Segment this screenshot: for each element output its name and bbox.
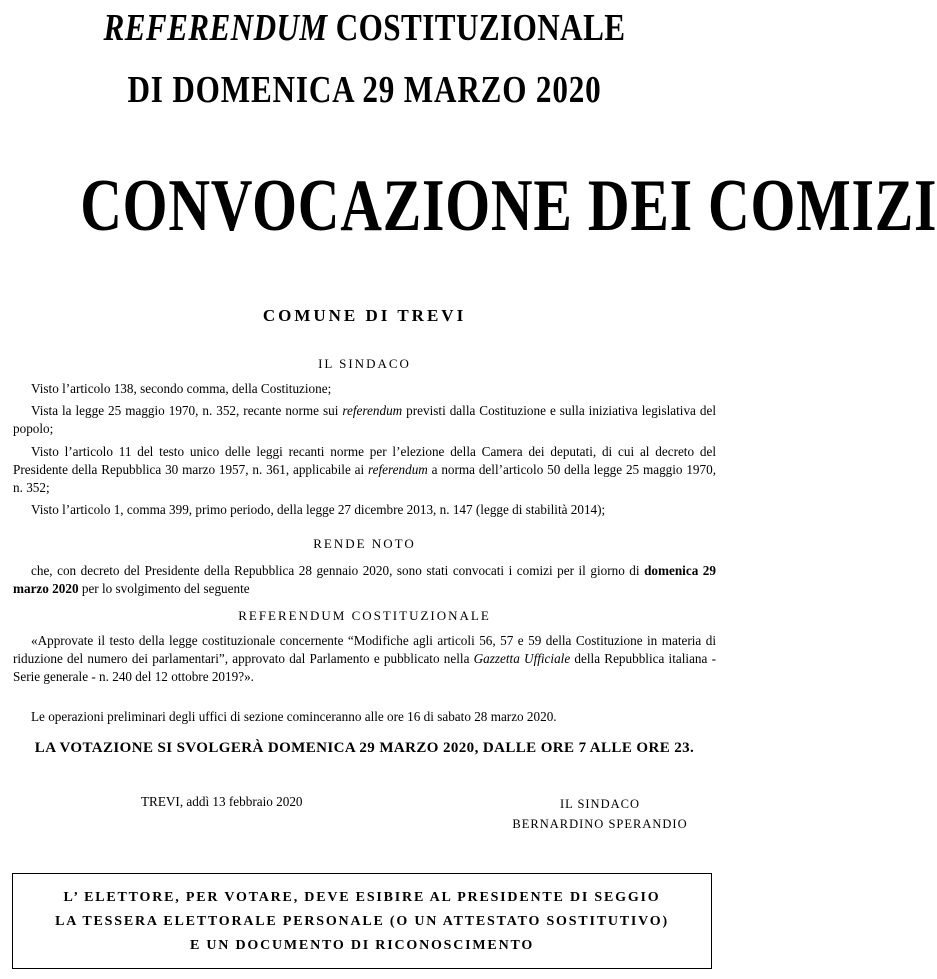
rende-text-b: per lo svolgimento del seguente <box>78 581 250 597</box>
visto-paragraph-3 <box>13 443 716 498</box>
visti-section <box>13 380 716 523</box>
rende-text-a: che, con decreto del Presidente della Repubblica 28 gennaio 2020, sono stati convocati i comizi per il giorno di <box>31 563 645 578</box>
quesito-text-b: della Repubblica italiana - Serie generale - n. 240 del 12 ottobre 2019?». <box>13 651 716 685</box>
place-date: TREVI, addì 13 febbraio 2020 <box>141 794 303 809</box>
notice-line-2: LA TESSERA ELETTORALE PERSONALE (O UN ATTESTATO SOSTITUTIVO) <box>55 914 669 929</box>
visto-2-italic: referendum <box>342 403 403 419</box>
visto-paragraph-2 <box>13 402 716 438</box>
signature-role: IL SINDACO <box>559 797 641 811</box>
operazioni-text <box>13 708 716 726</box>
header-line-2: DI DOMENICA 29 MARZO 2020 <box>127 69 602 111</box>
notice-line-1: L’ ELETTORE, PER VOTARE, DEVE ESIBIRE AL PRESIDENTE DI SEGGIO <box>63 890 661 905</box>
rende-noto-paragraph <box>13 562 716 598</box>
operazioni-paragraph <box>13 708 716 726</box>
visto-1-text: Visto l’articolo 138, secondo comma, della Costituzione; <box>31 381 332 396</box>
voter-notice-box <box>12 873 712 969</box>
quesito-text <box>13 632 716 687</box>
notice-line-3: E UN DOCUMENTO DI RICONOSCIMENTO <box>189 938 535 953</box>
visto-2-text-b: previsti dalla Costituzione e sulla iniziativa legislativa del popolo; <box>13 403 716 437</box>
visto-paragraph-4 <box>13 501 716 519</box>
visto-4-text: Visto l’articolo 1, comma 399, primo periodo, della legge 27 dicembre 2013, n. 147 (legge di stabilità 2014); <box>31 502 606 518</box>
comune-heading: COMUNE DI TREVI <box>262 306 467 325</box>
rende-noto-text <box>13 562 716 598</box>
visto-2-text-a: Vista la legge 25 maggio 1970, n. 352, recante norme sui <box>31 403 343 419</box>
header-line-1 <box>66 6 664 50</box>
quesito-text-a: «Approvate il testo della legge costituzionale concernente “Modifiche agli articoli 56, 57 e 59 della Costituzione in materia di riduzione del numero dei parlamentari”, approvato dal Parlamento e pubblicato nella <box>13 633 716 667</box>
visto-3-text-a: Visto l’articolo 11 del testo unico delle leggi recanti norme per l’elezione della Camera dei deputati, di cui al decreto del Presidente della Repubblica 30 marzo 1957, n. 361, applicabile ai <box>13 443 716 477</box>
rende-noto-heading: RENDE NOTO <box>313 536 416 551</box>
header-costituzionale-word: COSTITUZIONALE <box>327 7 626 49</box>
signature-block <box>500 794 700 834</box>
quesito-italic-gazzetta: Gazzetta Ufficiale <box>473 651 571 667</box>
referendum-heading: REFERENDUM COSTITUZIONALE <box>238 608 491 623</box>
header-referendum-word: REFERENDUM <box>103 7 328 49</box>
quesito-paragraph <box>13 632 716 687</box>
visto-paragraph-1 <box>13 380 716 398</box>
visto-3-text-b: a norma dell’articolo 50 della legge 25 maggio 1970, n. 352; <box>13 461 717 496</box>
sindaco-heading: IL SINDACO <box>318 356 411 371</box>
page-title: CONVOCAZIONE DEI COMIZI <box>80 165 937 247</box>
rende-text-bold-date: domenica 29 marzo 2020 <box>13 563 716 597</box>
votazione-statement: LA VOTAZIONE SI SVOLGERÀ DOMENICA 29 MARZO 2020, DALLE ORE 7 ALLE ORE 23. <box>34 740 695 756</box>
signature-name: BERNARDINO SPERANDIO <box>512 817 688 831</box>
operazioni-text-span: Le operazioni preliminari degli uffici di sezione cominceranno alle ore 16 di sabato 28 marzo 2020. <box>31 709 557 724</box>
visto-3-italic: referendum <box>368 461 428 477</box>
